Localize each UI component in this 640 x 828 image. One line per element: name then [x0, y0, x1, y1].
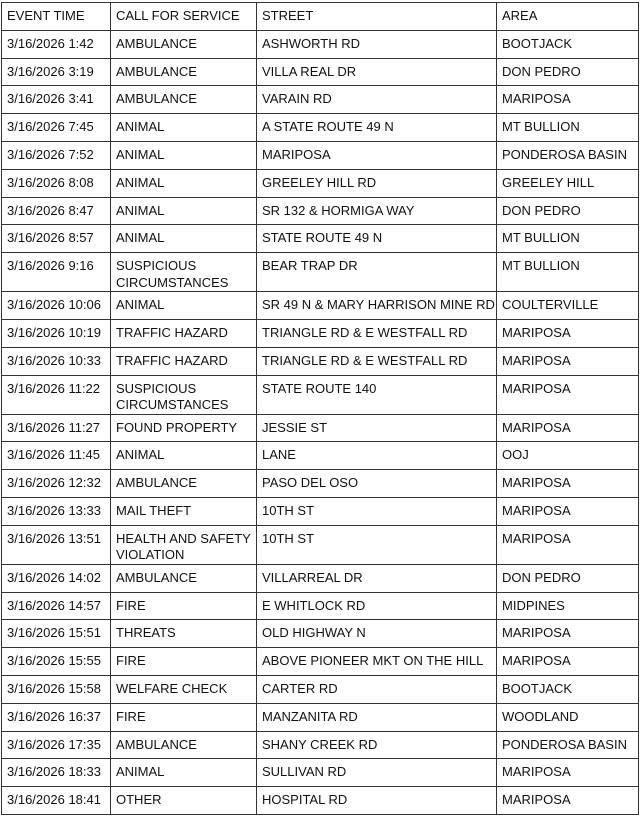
cell-call-for-service: AMBULANCE [111, 86, 257, 114]
cell-call-for-service: ANIMAL [111, 225, 257, 253]
cell-street: JESSIE ST [257, 414, 497, 442]
cell-street: SR 132 & HORMIGA WAY [257, 197, 497, 225]
table-row [2, 197, 639, 225]
cell-street: MARIPOSA [257, 141, 497, 169]
table-row [2, 347, 639, 375]
cell-street: CARTER RD [257, 675, 497, 703]
cell-street: TRIANGLE RD & E WESTFALL RD [257, 347, 497, 375]
cell-street: ASHWORTH RD [257, 30, 497, 58]
cell-call-for-service: MAIL THEFT [111, 497, 257, 525]
cell-event-time: 3/16/2026 9:16 [2, 253, 111, 292]
table-row [2, 525, 639, 564]
table-row [2, 564, 639, 592]
cell-area: MARIPOSA [497, 414, 639, 442]
cell-area: DON PEDRO [497, 564, 639, 592]
table-row [2, 292, 639, 320]
cell-street: SR 49 N & MARY HARRISON MINE RD [257, 292, 497, 320]
cell-event-time: 3/16/2026 15:51 [2, 620, 111, 648]
table-row [2, 470, 639, 498]
cell-area: MARIPOSA [497, 497, 639, 525]
cell-event-time: 3/16/2026 18:41 [2, 787, 111, 815]
table-row [2, 442, 639, 470]
cell-area: MT BULLION [497, 225, 639, 253]
cell-call-for-service: AMBULANCE [111, 470, 257, 498]
cell-area: WOODLAND [497, 703, 639, 731]
cell-call-for-service: WELFARE CHECK [111, 675, 257, 703]
table-row [2, 86, 639, 114]
cell-event-time: 3/16/2026 17:35 [2, 731, 111, 759]
table-row [2, 787, 639, 815]
cell-area: PONDEROSA BASIN [497, 141, 639, 169]
table-row [2, 648, 639, 676]
cell-event-time: 3/16/2026 12:32 [2, 470, 111, 498]
cell-area: MARIPOSA [497, 375, 639, 414]
cell-event-time: 3/16/2026 7:45 [2, 114, 111, 142]
cell-street: SULLIVAN RD [257, 759, 497, 787]
table-header-row [2, 3, 639, 31]
cell-event-time: 3/16/2026 8:47 [2, 197, 111, 225]
cell-call-for-service: AMBULANCE [111, 30, 257, 58]
cell-call-for-service: AMBULANCE [111, 731, 257, 759]
table-row [2, 30, 639, 58]
cell-street: VARAIN RD [257, 86, 497, 114]
cell-event-time: 3/16/2026 10:33 [2, 347, 111, 375]
header-call-for-service: CALL FOR SERVICE [111, 3, 257, 31]
cell-call-for-service: SUSPICIOUS CIRCUMSTANCES [111, 375, 257, 414]
table-row [2, 319, 639, 347]
cell-event-time: 3/16/2026 8:57 [2, 225, 111, 253]
cell-call-for-service: ANIMAL [111, 114, 257, 142]
cell-call-for-service: ANIMAL [111, 197, 257, 225]
cell-area: OOJ [497, 442, 639, 470]
cell-call-for-service: FIRE [111, 648, 257, 676]
cell-event-time: 3/16/2026 14:57 [2, 592, 111, 620]
table-row [2, 253, 639, 292]
cell-event-time: 3/16/2026 13:51 [2, 525, 111, 564]
cell-area: DON PEDRO [497, 58, 639, 86]
cell-call-for-service: TRAFFIC HAZARD [111, 347, 257, 375]
cell-area: MARIPOSA [497, 347, 639, 375]
table-row [2, 620, 639, 648]
cell-event-time: 3/16/2026 16:37 [2, 703, 111, 731]
cell-area: BOOTJACK [497, 675, 639, 703]
cell-area: MARIPOSA [497, 648, 639, 676]
cell-area: MARIPOSA [497, 620, 639, 648]
cell-street: VILLARREAL DR [257, 564, 497, 592]
header-area: AREA [497, 3, 639, 31]
table-row [2, 141, 639, 169]
cell-area: DON PEDRO [497, 197, 639, 225]
cell-event-time: 3/16/2026 11:45 [2, 442, 111, 470]
cell-area: GREELEY HILL [497, 169, 639, 197]
table-row [2, 225, 639, 253]
table-row [2, 731, 639, 759]
cell-call-for-service: ANIMAL [111, 141, 257, 169]
cell-call-for-service: HEALTH AND SAFETY VIOLATION [111, 525, 257, 564]
cell-event-time: 3/16/2026 7:52 [2, 141, 111, 169]
cell-event-time: 3/16/2026 18:33 [2, 759, 111, 787]
cell-street: STATE ROUTE 49 N [257, 225, 497, 253]
cell-area: MARIPOSA [497, 787, 639, 815]
cell-street: 10TH ST [257, 497, 497, 525]
cell-event-time: 3/16/2026 8:08 [2, 169, 111, 197]
cell-call-for-service: ANIMAL [111, 759, 257, 787]
cell-call-for-service: SUSPICIOUS CIRCUMSTANCES [111, 253, 257, 292]
calls-for-service-table [1, 2, 639, 815]
cell-street: MANZANITA RD [257, 703, 497, 731]
cell-call-for-service: ANIMAL [111, 292, 257, 320]
cell-street: LANE [257, 442, 497, 470]
cell-call-for-service: FIRE [111, 703, 257, 731]
cell-street: STATE ROUTE 140 [257, 375, 497, 414]
cell-call-for-service: FIRE [111, 592, 257, 620]
cell-street: SHANY CREEK RD [257, 731, 497, 759]
cell-event-time: 3/16/2026 14:02 [2, 564, 111, 592]
cell-area: COULTERVILLE [497, 292, 639, 320]
cell-area: BOOTJACK [497, 30, 639, 58]
table-row [2, 759, 639, 787]
cell-street: TRIANGLE RD & E WESTFALL RD [257, 319, 497, 347]
cell-call-for-service: TRAFFIC HAZARD [111, 319, 257, 347]
table-row [2, 675, 639, 703]
cell-street: BEAR TRAP DR [257, 253, 497, 292]
cell-area: MARIPOSA [497, 470, 639, 498]
cell-event-time: 3/16/2026 10:19 [2, 319, 111, 347]
cell-area: PONDEROSA BASIN [497, 731, 639, 759]
cell-call-for-service: OTHER [111, 787, 257, 815]
header-event-time: EVENT TIME [2, 3, 111, 31]
cell-event-time: 3/16/2026 3:19 [2, 58, 111, 86]
cell-event-time: 3/16/2026 15:58 [2, 675, 111, 703]
table-row [2, 703, 639, 731]
cell-event-time: 3/16/2026 15:55 [2, 648, 111, 676]
header-street: STREET [257, 3, 497, 31]
table-body [2, 30, 639, 814]
cell-area: MT BULLION [497, 253, 639, 292]
cell-street: PASO DEL OSO [257, 470, 497, 498]
cell-area: MARIPOSA [497, 525, 639, 564]
cell-street: A STATE ROUTE 49 N [257, 114, 497, 142]
cell-street: E WHITLOCK RD [257, 592, 497, 620]
cell-event-time: 3/16/2026 3:41 [2, 86, 111, 114]
cell-event-time: 3/16/2026 10:06 [2, 292, 111, 320]
cell-call-for-service: ANIMAL [111, 169, 257, 197]
cell-event-time: 3/16/2026 11:27 [2, 414, 111, 442]
cell-street: ABOVE PIONEER MKT ON THE HILL [257, 648, 497, 676]
cell-event-time: 3/16/2026 13:33 [2, 497, 111, 525]
table-row [2, 169, 639, 197]
cell-street: OLD HIGHWAY N [257, 620, 497, 648]
cell-call-for-service: THREATS [111, 620, 257, 648]
cell-call-for-service: AMBULANCE [111, 58, 257, 86]
cell-event-time: 3/16/2026 1:42 [2, 30, 111, 58]
cell-call-for-service: AMBULANCE [111, 564, 257, 592]
cell-call-for-service: ANIMAL [111, 442, 257, 470]
cell-area: MT BULLION [497, 114, 639, 142]
cell-street: 10TH ST [257, 525, 497, 564]
table-row [2, 592, 639, 620]
cell-street: VILLA REAL DR [257, 58, 497, 86]
table-row [2, 414, 639, 442]
table-row [2, 497, 639, 525]
cell-area: MIDPINES [497, 592, 639, 620]
table-row [2, 58, 639, 86]
cell-street: GREELEY HILL RD [257, 169, 497, 197]
table-row [2, 114, 639, 142]
cell-area: MARIPOSA [497, 759, 639, 787]
table-row [2, 375, 639, 414]
cell-area: MARIPOSA [497, 86, 639, 114]
cell-call-for-service: FOUND PROPERTY [111, 414, 257, 442]
cell-event-time: 3/16/2026 11:22 [2, 375, 111, 414]
cell-street: HOSPITAL RD [257, 787, 497, 815]
cell-area: MARIPOSA [497, 319, 639, 347]
